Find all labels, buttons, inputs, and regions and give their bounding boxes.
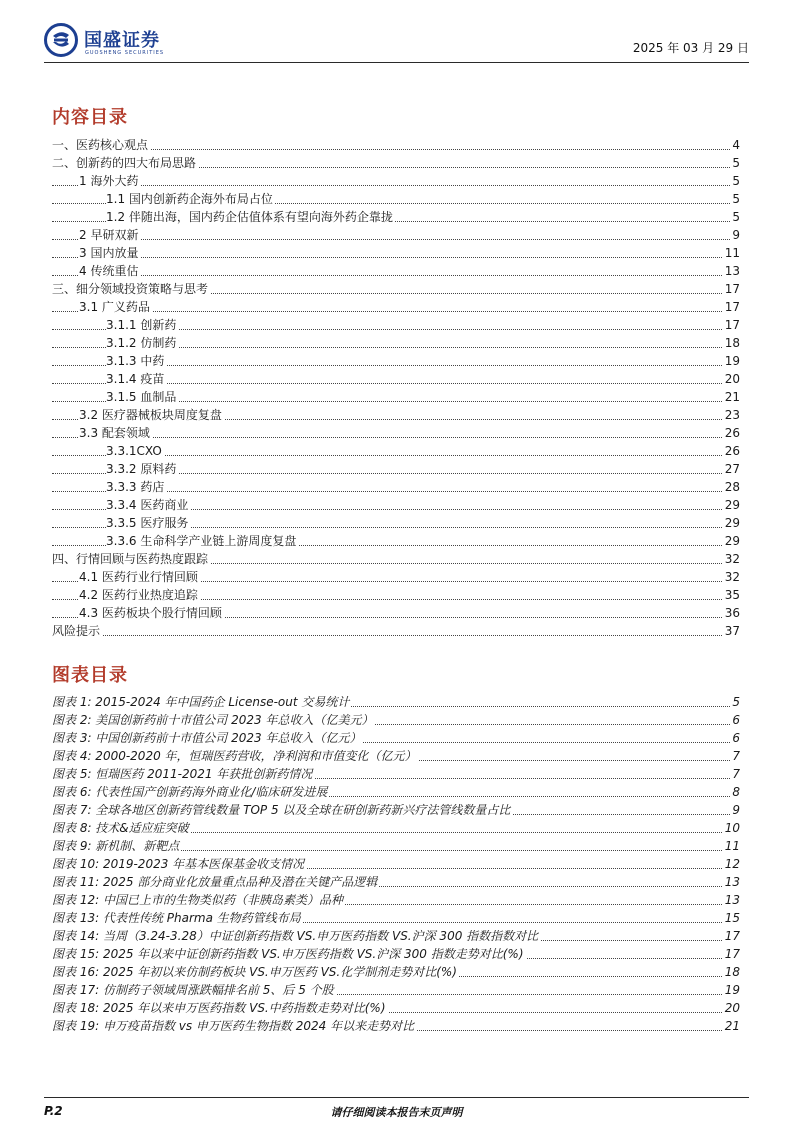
entry-page: 9	[732, 228, 740, 242]
entry-page: 8	[732, 785, 740, 799]
entry-page: 20	[724, 372, 740, 386]
dot-leader	[52, 257, 740, 258]
page-number: P.2	[44, 1104, 63, 1118]
entry-page: 18	[724, 336, 740, 350]
entry-label: 图表 3: 中国创新药前十市值公司 2023 年总收入（亿元）	[52, 731, 362, 745]
toc-entry[interactable]	[52, 1017, 740, 1035]
entry-page: 11	[724, 839, 740, 853]
toc-entry[interactable]	[52, 783, 740, 801]
entry-label: 图表 10: 2019-2023 年基本医保基金收支情况	[52, 857, 305, 871]
entry-page: 37	[724, 624, 740, 638]
entry-page: 17	[724, 318, 740, 332]
toc-entry[interactable]	[52, 496, 740, 514]
entry-label: 图表 9: 新机制、新靶点	[52, 839, 180, 853]
entry-label: 3.3.1CXO	[106, 444, 162, 458]
entry-label: 图表 4: 2000-2020 年，恒瑞医药营收，净利润和市值变化（亿元）	[52, 749, 417, 763]
dot-leader	[52, 185, 740, 186]
entry-page: 12	[724, 857, 740, 871]
entry-page: 7	[732, 767, 740, 781]
entry-label: 3.3.3 药店	[106, 480, 165, 494]
entry-page: 19	[724, 354, 740, 368]
entry-label: 图表 13: 代表性传统 Pharma 生物药管线布局	[52, 911, 301, 925]
entry-label: 3 国内放量	[79, 246, 139, 260]
figures-title: 图表目录	[52, 665, 128, 686]
entry-label: 一、医药核心观点	[52, 138, 149, 152]
entry-page: 13	[724, 893, 740, 907]
entry-page: 35	[724, 588, 740, 602]
entry-label: 2 早研双新	[79, 228, 139, 242]
toc-entry[interactable]	[52, 478, 740, 496]
entry-label: 四、行情回顾与医药热度跟踪	[52, 552, 209, 566]
entry-page: 5	[732, 174, 740, 188]
toc-entry[interactable]	[52, 208, 740, 226]
toc-entry[interactable]	[52, 891, 740, 909]
toc-entry[interactable]	[52, 981, 740, 999]
entry-label: 4.1 医药行业行情回顾	[79, 570, 198, 584]
entry-label: 图表 17: 仿制药子领域周涨跌幅排名前 5、后 5 个股	[52, 983, 334, 997]
entry-page: 20	[724, 1001, 740, 1015]
entry-label: 图表 2: 美国创新药前十市值公司 2023 年总收入（亿美元）	[52, 713, 374, 727]
toc-entry[interactable]	[52, 747, 740, 765]
entry-page: 21	[724, 390, 740, 404]
toc-entry[interactable]	[52, 424, 740, 442]
toc-entry[interactable]	[52, 532, 740, 550]
toc-entry[interactable]	[52, 945, 740, 963]
entry-label: 4 传统重估	[79, 264, 139, 278]
toc-title: 内容目录	[52, 107, 128, 128]
toc-entry[interactable]	[52, 622, 740, 640]
toc-entry[interactable]	[52, 801, 740, 819]
toc-entry[interactable]	[52, 244, 740, 262]
entry-page: 11	[724, 246, 740, 260]
entry-label: 图表 15: 2025 年以来中证创新药指数 VS.申万医药指数 VS.沪深 300 指数走势对比(%)	[52, 947, 524, 961]
entry-page: 7	[732, 749, 740, 763]
entry-page: 26	[724, 426, 740, 440]
entry-label: 图表 11: 2025 部分商业化放量重点品种及潜在关键产品逻辑	[52, 875, 378, 889]
entry-label: 3.1.5 血制品	[106, 390, 177, 404]
toc-entry[interactable]	[52, 226, 740, 244]
entry-label: 1.2 伴随出海，国内药企估值体系有望向海外药企靠拢	[106, 210, 393, 224]
entry-page: 29	[724, 534, 740, 548]
entry-page: 18	[724, 965, 740, 979]
dot-leader	[52, 311, 740, 312]
entry-label: 3.1.4 疫苗	[106, 372, 165, 386]
entry-label: 1.1 国内创新药企海外布局占位	[106, 192, 273, 206]
dot-leader	[52, 149, 740, 150]
entry-page: 13	[724, 875, 740, 889]
entry-page: 29	[724, 516, 740, 530]
entry-label: 3.3.2 原料药	[106, 462, 177, 476]
entry-page: 5	[732, 156, 740, 170]
entry-page: 23	[724, 408, 740, 422]
entry-page: 9	[732, 803, 740, 817]
toc-entry[interactable]	[52, 352, 740, 370]
entry-page: 6	[732, 713, 740, 727]
dot-leader	[52, 635, 740, 636]
toc-entry[interactable]	[52, 711, 740, 729]
entry-label: 图表 12: 中国已上市的生物类似药（非胰岛素类）品种	[52, 893, 343, 907]
entry-label: 4.3 医药板块个股行情回顾	[79, 606, 222, 620]
entry-label: 图表 8: 技术&适应症突破	[52, 821, 189, 835]
toc-entry[interactable]	[52, 298, 740, 316]
dot-leader	[52, 275, 740, 276]
entry-page: 17	[724, 929, 740, 943]
entry-label: 三、细分领域投资策略与思考	[52, 282, 209, 296]
toc-entry[interactable]	[52, 154, 740, 172]
entry-page: 4	[732, 138, 740, 152]
entry-label: 图表 6: 代表性国产创新药海外商业化/临床研发进展	[52, 785, 328, 799]
entry-label: 3.3.5 医疗服务	[106, 516, 189, 530]
entry-label: 图表 16: 2025 年初以来仿制药板块 VS.申万医药 VS.化学制剂走势对比(%)	[52, 965, 457, 979]
toc-entry[interactable]	[52, 334, 740, 352]
dot-leader	[52, 239, 740, 240]
toc-entry[interactable]	[52, 550, 740, 568]
header-divider	[44, 62, 749, 63]
toc-entry[interactable]	[52, 729, 740, 747]
entry-page: 19	[724, 983, 740, 997]
entry-label: 3.2 医疗器械板块周度复盘	[79, 408, 222, 422]
toc-entry[interactable]	[52, 262, 740, 280]
entry-label: 3.1 广义药品	[79, 300, 150, 314]
page-header	[44, 20, 749, 60]
toc-entry[interactable]	[52, 190, 740, 208]
toc-entry[interactable]	[52, 765, 740, 783]
entry-label: 风险提示	[52, 624, 101, 638]
toc-list	[52, 136, 740, 640]
brand-subtitle: GUOSHENG SECURITIES	[85, 50, 165, 56]
toc-entry[interactable]	[52, 855, 740, 873]
entry-page: 21	[724, 1019, 740, 1033]
entry-page: 13	[724, 264, 740, 278]
entry-page: 29	[724, 498, 740, 512]
toc-entry[interactable]	[52, 460, 740, 478]
entry-label: 图表 7: 全球各地区创新药管线数量 TOP 5 以及全球在研创新药新兴疗法管线数量占比	[52, 803, 511, 817]
entry-label: 1 海外大药	[79, 174, 139, 188]
entry-label: 图表 18: 2025 年以来申万医药指数 VS.中药指数走势对比(%)	[52, 1001, 386, 1015]
dot-leader	[52, 437, 740, 438]
entry-label: 图表 1: 2015-2024 年中国药企 License-out 交易统计	[52, 695, 350, 709]
entry-label: 3.3 配套领域	[79, 426, 150, 440]
toc-entry[interactable]	[52, 406, 740, 424]
toc-entry[interactable]	[52, 927, 740, 945]
entry-label: 4.2 医药行业热度追踪	[79, 588, 198, 602]
entry-label: 图表 14: 当周（3.24-3.28）中证创新药指数 VS.申万医药指数 VS.沪深 300 指数指数对比	[52, 929, 539, 943]
entry-page: 17	[724, 947, 740, 961]
toc-entry[interactable]	[52, 693, 740, 711]
entry-label: 3.1.1 创新药	[106, 318, 177, 332]
toc-entry[interactable]	[52, 819, 740, 837]
entry-label: 图表 19: 申万疫苗指数 vs 申万医药生物指数 2024 年以来走势对比	[52, 1019, 415, 1033]
toc-entry[interactable]	[52, 909, 740, 927]
entry-page: 32	[724, 570, 740, 584]
entry-label: 3.3.4 医药商业	[106, 498, 189, 512]
entry-page: 15	[724, 911, 740, 925]
entry-page: 6	[732, 731, 740, 745]
toc-entry[interactable]	[52, 172, 740, 190]
disclaimer: 请仔细阅读本报告末页声明	[330, 1106, 463, 1119]
entry-page: 26	[724, 444, 740, 458]
toc-entry[interactable]	[52, 586, 740, 604]
footer-divider	[44, 1097, 749, 1098]
toc-entry[interactable]	[52, 442, 740, 460]
toc-entry[interactable]	[52, 568, 740, 586]
entry-page: 17	[724, 300, 740, 314]
figures-list	[52, 693, 740, 1035]
toc-entry[interactable]	[52, 604, 740, 622]
entry-page: 17	[724, 282, 740, 296]
entry-page: 5	[732, 695, 740, 709]
toc-entry[interactable]	[52, 963, 740, 981]
guosheng-logo-icon	[44, 23, 78, 57]
entry-label: 3.3.6 生命科学产业链上游周度复盘	[106, 534, 297, 548]
toc-entry[interactable]	[52, 514, 740, 532]
entry-page: 36	[724, 606, 740, 620]
entry-label: 3.1.2 仿制药	[106, 336, 177, 350]
entry-label: 图表 5: 恒瑞医药 2011-2021 年获批创新药情况	[52, 767, 313, 781]
toc-entry[interactable]	[52, 280, 740, 298]
toc-entry[interactable]	[52, 873, 740, 891]
entry-page: 28	[724, 480, 740, 494]
toc-entry[interactable]	[52, 837, 740, 855]
brand-name: 国盛证券	[84, 30, 160, 51]
toc-entry[interactable]	[52, 370, 740, 388]
entry-page: 32	[724, 552, 740, 566]
entry-label: 3.1.3 中药	[106, 354, 165, 368]
toc-entry[interactable]	[52, 136, 740, 154]
entry-label: 二、创新药的四大布局思路	[52, 156, 197, 170]
entry-page: 10	[724, 821, 740, 835]
toc-entry[interactable]	[52, 388, 740, 406]
entry-page: 5	[732, 192, 740, 206]
report-date: 2025 年 03 月 29 日	[632, 41, 749, 55]
toc-entry[interactable]	[52, 316, 740, 334]
entry-page: 5	[732, 210, 740, 224]
entry-page: 27	[724, 462, 740, 476]
toc-entry[interactable]	[52, 999, 740, 1017]
